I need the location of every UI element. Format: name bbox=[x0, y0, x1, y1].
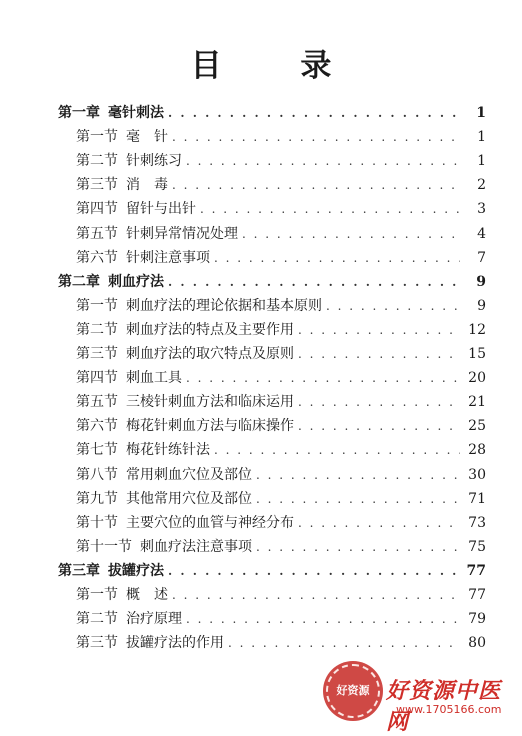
toc-entry-number: 第六节 bbox=[76, 249, 118, 266]
toc-entry-number: 第四节 bbox=[76, 370, 118, 387]
toc-entry-page: 28 bbox=[468, 442, 486, 459]
toc-entry-number: 第二节 bbox=[76, 611, 118, 628]
toc-entry-title: 刺血疗法 bbox=[108, 273, 164, 290]
toc-entry-number: 第一节 bbox=[76, 587, 118, 603]
toc-section-entry bbox=[76, 196, 486, 218]
toc-section-entry bbox=[76, 245, 486, 267]
toc-section-entry bbox=[76, 221, 486, 243]
toc-entry-page: 21 bbox=[468, 394, 486, 411]
dot-leader bbox=[256, 490, 460, 508]
toc-entry-page: 3 bbox=[477, 201, 486, 218]
toc-entry-page: 4 bbox=[477, 225, 486, 242]
toc-section-entry bbox=[76, 341, 486, 363]
toc-entry-number: 第一章 bbox=[58, 105, 100, 121]
toc-entry-number: 第三节 bbox=[76, 177, 118, 194]
toc-section-entry bbox=[76, 510, 486, 532]
dot-leader bbox=[172, 128, 460, 146]
toc-section-entry bbox=[76, 172, 486, 194]
toc-entry-title: 针刺异常情况处理 bbox=[126, 225, 238, 242]
toc-entry-page: 30 bbox=[468, 466, 486, 483]
dot-leader bbox=[256, 538, 460, 556]
toc-section-entry bbox=[76, 462, 486, 484]
toc-entry-title: 拔罐疗法的作用 bbox=[126, 635, 224, 652]
toc-entry-title: 治疗原理 bbox=[126, 611, 182, 628]
dot-leader bbox=[186, 610, 460, 628]
toc-entry-page: 1 bbox=[477, 129, 486, 146]
toc-entry-page: 25 bbox=[468, 418, 486, 435]
toc-section-entry bbox=[76, 389, 486, 411]
toc-entry-page: 75 bbox=[468, 538, 486, 555]
toc-entry-page: 1 bbox=[476, 105, 486, 121]
toc-entry-page: 7 bbox=[477, 249, 486, 266]
toc-entry-number: 第三节 bbox=[76, 635, 118, 652]
toc-section-entry bbox=[76, 365, 486, 387]
dot-leader bbox=[298, 417, 460, 435]
toc-entry-title: 主要穴位的血管与神经分布 bbox=[126, 514, 294, 531]
toc-entry-page: 73 bbox=[468, 514, 486, 531]
toc-section-entry bbox=[76, 486, 486, 508]
toc-entry-title: 消 毒 bbox=[126, 177, 168, 194]
toc-entry-page: 15 bbox=[468, 346, 486, 362]
dot-leader bbox=[168, 273, 460, 291]
toc-entry-title: 留针与出针 bbox=[126, 201, 196, 218]
toc-entry-number: 第五节 bbox=[76, 225, 118, 242]
toc-entry-title: 其他常用穴位及部位 bbox=[126, 490, 252, 507]
toc-entry-title: 概 述 bbox=[126, 587, 168, 603]
page-title: 目 录 bbox=[190, 48, 366, 84]
toc-entry-number: 第五节 bbox=[76, 394, 118, 411]
toc-entry-title: 三棱针刺血方法和临床运用 bbox=[126, 394, 294, 411]
toc-entry-number: 第二节 bbox=[76, 153, 118, 170]
toc-section-entry bbox=[76, 606, 486, 628]
dot-leader bbox=[326, 297, 460, 315]
toc-entry-title: 刺血疗法的特点及主要作用 bbox=[126, 321, 294, 338]
toc-entry-page: 2 bbox=[477, 177, 486, 194]
dot-leader bbox=[200, 200, 460, 218]
dot-leader bbox=[214, 441, 460, 459]
toc-entry-title: 刺血疗法的取穴特点及原则 bbox=[126, 346, 294, 362]
dot-leader bbox=[242, 225, 460, 243]
toc-entry-number: 第七节 bbox=[76, 442, 118, 459]
toc-entry-number: 第六节 bbox=[76, 418, 118, 435]
toc-entry-number: 第十节 bbox=[76, 514, 118, 531]
toc-entry-page: 71 bbox=[468, 490, 486, 507]
watermark-text: 好资源中医网 bbox=[386, 679, 502, 735]
toc-section-entry bbox=[76, 413, 486, 435]
toc-entry-page: 20 bbox=[468, 370, 486, 387]
watermark-url: www.1705166.com bbox=[396, 703, 502, 716]
toc-entry-page: 9 bbox=[477, 297, 486, 314]
dot-leader bbox=[172, 586, 460, 604]
dot-leader bbox=[168, 104, 460, 122]
toc-entry-page: 9 bbox=[476, 273, 486, 290]
toc-entry-page: 80 bbox=[468, 635, 486, 652]
dot-leader bbox=[168, 562, 460, 580]
toc-entry-page: 12 bbox=[468, 321, 486, 338]
toc-entry-title: 针刺注意事项 bbox=[126, 249, 210, 266]
dot-leader bbox=[298, 514, 460, 532]
watermark-seal bbox=[323, 661, 383, 721]
toc-entry-title: 毫 针 bbox=[126, 129, 168, 146]
toc-entry-number: 第九节 bbox=[76, 490, 118, 507]
toc-entry-number: 第三章 bbox=[58, 562, 100, 579]
toc-entry-title: 梅花针刺血方法与临床操作 bbox=[126, 418, 294, 435]
dot-leader bbox=[298, 321, 460, 339]
toc-entry-title: 常用刺血穴位及部位 bbox=[126, 466, 252, 483]
toc-section-entry bbox=[76, 148, 486, 170]
dot-leader bbox=[298, 345, 460, 363]
dot-leader bbox=[186, 152, 460, 170]
toc-section-entry bbox=[76, 582, 486, 604]
toc-section-entry bbox=[76, 534, 486, 556]
dot-leader bbox=[256, 466, 460, 484]
dot-leader bbox=[172, 176, 460, 194]
toc-chapter-entry bbox=[58, 269, 486, 291]
toc-entry-number: 第一节 bbox=[76, 297, 118, 314]
toc-section-entry bbox=[76, 630, 486, 652]
toc-entry-number: 第三节 bbox=[76, 346, 118, 362]
dot-leader bbox=[228, 634, 460, 652]
watermark-seal-label: 好资源 bbox=[326, 664, 380, 718]
toc-entry-page: 77 bbox=[466, 562, 486, 579]
toc-entry-title: 拔罐疗法 bbox=[108, 562, 164, 579]
dot-leader bbox=[186, 369, 460, 387]
toc-section-entry bbox=[76, 317, 486, 339]
toc-entry-number: 第一节 bbox=[76, 129, 118, 146]
toc-entry-number: 第二章 bbox=[58, 273, 100, 290]
toc-section-entry bbox=[76, 437, 486, 459]
toc-section-entry bbox=[76, 293, 486, 315]
dot-leader bbox=[214, 249, 460, 267]
toc-entry-title: 刺血疗法注意事项 bbox=[140, 538, 252, 555]
toc-entry-title: 梅花针练针法 bbox=[126, 442, 210, 459]
toc-entry-number: 第十一节 bbox=[76, 538, 132, 555]
toc-entry-page: 79 bbox=[468, 611, 486, 628]
toc-entry-page: 77 bbox=[468, 587, 486, 603]
toc-entry-title: 刺血疗法的理论依据和基本原则 bbox=[126, 297, 322, 314]
toc-entry-title: 针刺练习 bbox=[126, 153, 182, 170]
toc-chapter-entry bbox=[58, 558, 486, 580]
toc-entry-number: 第二节 bbox=[76, 321, 118, 338]
toc-section-entry bbox=[76, 124, 486, 146]
toc-entry-page: 1 bbox=[477, 153, 486, 170]
toc-entry-number: 第四节 bbox=[76, 201, 118, 218]
toc-entry-number: 第八节 bbox=[76, 466, 118, 483]
dot-leader bbox=[298, 393, 460, 411]
toc-entry-title: 刺血工具 bbox=[126, 370, 182, 387]
toc-chapter-entry bbox=[58, 100, 486, 122]
toc-entry-title: 毫针刺法 bbox=[108, 105, 164, 121]
